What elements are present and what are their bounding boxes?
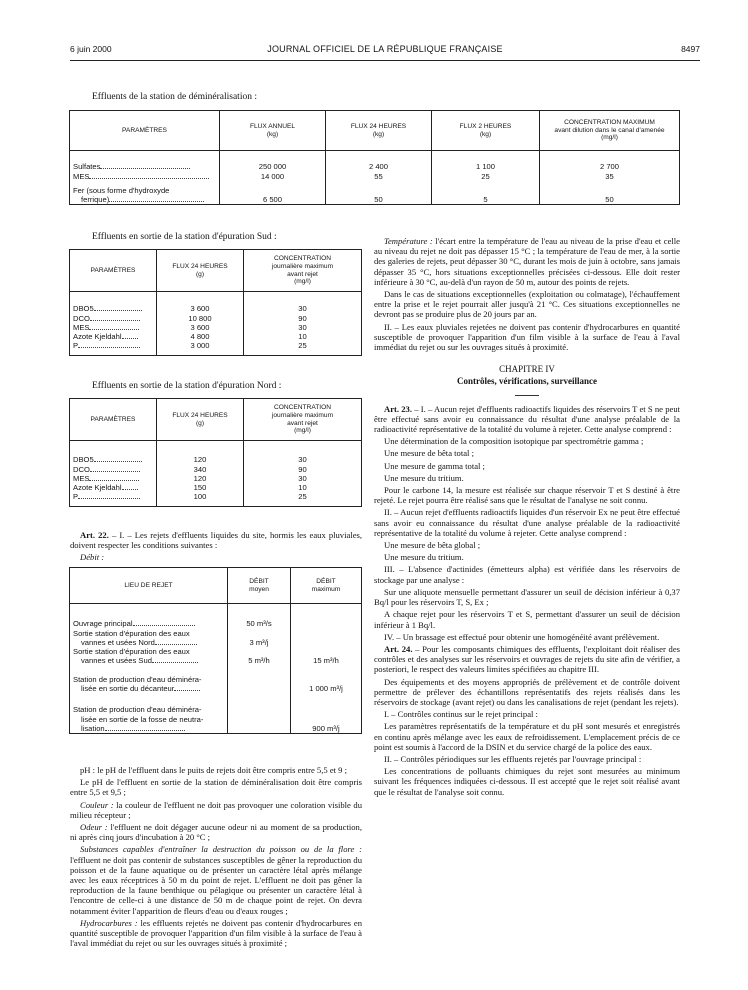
demineralisation-table (69, 110, 680, 205)
cell: 30 (244, 323, 362, 332)
paragraph: II. – Aucun rejet d'effluents radioactifs liquides d'un réservoir Ex ne peut être effectué sans avoir eu connaissance du résultat d'une analyse préalable de la radioactivité représentative de la totalité du volume à rejeter. Cette analyse comprend : (374, 507, 680, 538)
cell: 3 m³/j (228, 629, 291, 648)
t4-header: DÉBIT moyen (228, 568, 291, 604)
cell: DBO5 (70, 292, 157, 314)
chapter-title: Contrôles, vérifications, surveillance (457, 376, 597, 387)
debit-label: Débit : (80, 552, 105, 563)
paragraph: A chaque rejet pour les réservoirs T et S, permettant d'assurer un seuil de décision inférieur à 1 Bq/l. (374, 609, 680, 630)
cell: Fer (sous forme d'hydroxyde ferrique) (70, 181, 220, 205)
chapter-rule (515, 395, 539, 396)
table-row (70, 629, 362, 648)
paragraph: Température : l'écart entre la température de l'eau au niveau de la prise d'eau et celle au niveau du rejet ne doit pas dépasser 15 °C ; la température de l'eau de mer, à la sortie des galeries de rejets, peut dépasser 30 °C, durant les mois de juin à octobre, sans jamais dépasser 35 °C, hors situations exceptionnelles précisées ci-dessous. Elle doit rester inférieure à 30 °C, au-delà d'un rayon de 50 m, autour des points de rejets. (374, 236, 680, 287)
paragraph: Une mesure de gamma total ; (384, 460, 485, 471)
cell (228, 694, 291, 734)
left-column-text (70, 765, 362, 950)
cell: Sortie station d'épuration des eaux vannes et usées Sud (70, 647, 228, 666)
t3-header: PARAMÈTRES (70, 399, 157, 441)
epuration-nord-table (69, 398, 362, 507)
paragraph: Le pH de l'effluent en sortie de la station de déminéralisation doit être compris entre 5,5 et 9,5 ; (70, 777, 362, 798)
paragraph: Les paramètres représentatifs de la température et du pH sont mesurés et enregistrés en continu après mélange avec les eaux de refroidissement. L'emplacement précis de ce point est soumis à l'accord de la DSIN et du service chargé de la police des eaux. (374, 721, 680, 752)
t2-header: CONCENTRATION journalière maximum avant rejet (mg/l) (244, 250, 362, 292)
article-number: Art. 22. (80, 530, 109, 540)
cell (228, 666, 291, 694)
cell (291, 629, 362, 648)
cell: MES (70, 172, 220, 181)
cell: 2 700 (540, 151, 680, 172)
paragraph: Substances capables d'entraîner la destruction du poisson ou de la flore : l'effluent ne doit pas contenir de substances susceptibles de gêner la reproduction du poisson et de la faune aquatique ou de présenter un caractère létal après mélange avec les eaux réceptrices à 50 m du point de rejet. L'effluent ne doit pas gêner la reproduction de la faune benthique ou pélagique ou présenter un caractère létal à l'encontre de celle-ci à une distance de 50 m de chaque point de rejet. On devra notamment éviter l'apparition de fleurs d'eau ou d'eaux rouges ; (70, 844, 362, 916)
cell: 4 800 (157, 332, 244, 341)
paragraph: Art. 23. – I. – Aucun rejet d'effluents radioactifs liquides des réservoirs T et S ne peut être effectué sans avoir eu connaissance du résultat d'une analyse préalable de la radioactivité représentative de la totalité du volume à rejeter. Cette analyse comprend : (374, 403, 681, 435)
cell: 30 (244, 441, 362, 465)
cell: 3 600 (157, 323, 244, 332)
table-row (70, 341, 362, 355)
cell: Station de production d'eau déminéra- lisée en sortie du décanteur (70, 666, 228, 694)
cell: 15 m³/h (291, 647, 362, 666)
cell: 14 000 (220, 172, 326, 181)
paragraph: pH : le pH de l'effluent dans le puits de rejets doit être compris entre 5,5 et 9 ; (80, 765, 348, 775)
table-row (70, 172, 680, 181)
cell: 5 m³/h (228, 647, 291, 666)
cell: 1 000 m³/j (291, 666, 362, 694)
table-row (70, 492, 362, 506)
cell: 90 (244, 465, 362, 474)
paragraph: Art. 24. – Pour les composants chimiques des effluents, l'exploitant doit réaliser des contrôles et des analyses sur les réservoirs et ouvrages de rejets du site afin de vérifier, a posteriori, le respect des valeurs limites spécifiées au chapitre III. (374, 643, 680, 675)
paragraph: III. – L'absence d'actinides (émetteurs alpha) est vérifiée dans les réservoirs de stockage par une analyse : (374, 564, 680, 585)
cell: 25 (244, 492, 362, 506)
cell: 35 (540, 172, 680, 181)
cell: MES (70, 323, 157, 332)
cell: P (70, 341, 157, 355)
debit-table (69, 567, 362, 734)
cell: 25 (244, 341, 362, 355)
cell: 5 (432, 181, 540, 205)
table-row (70, 151, 680, 172)
cell: 2 400 (326, 151, 432, 172)
table-row (70, 604, 362, 629)
table-row (70, 647, 362, 666)
paragraph: IV. – Un brassage est effectué pour obtenir une homogénéité avant prélèvement. (384, 631, 660, 642)
cell: 100 (157, 492, 244, 506)
cell: 3 000 (157, 341, 244, 355)
cell (291, 604, 362, 629)
paragraph: Dans le cas de situations exceptionnelles (exploitation ou colmatage), l'échauffement entre la prise et le rejet pourrait aller jusqu'à 21 °C. Ces situations exceptionnelles ne devront pas se produire plus de 20 jours par an. (374, 289, 680, 320)
cell: Azote Kjeldahl (70, 332, 157, 341)
table-row (70, 292, 362, 314)
paragraph: Une mesure du tritium. (384, 552, 464, 563)
t1-header: PARAMÈTRES (70, 111, 220, 151)
right-column-text (374, 236, 680, 799)
table-row (70, 694, 362, 734)
cell: 150 (157, 483, 244, 492)
paragraph: Odeur : l'effluent ne doit dégager aucune odeur ni au moment de sa production, ni après cinq jours d'incubation à 20 °C ; (70, 822, 362, 843)
table-row (70, 323, 362, 332)
cell: 900 m³/j (291, 694, 362, 734)
t1-header: CONCENTRATION MAXIMUM avant dilution dans le canal d'amenée (mg/l) (540, 111, 680, 151)
cell: Station de production d'eau déminéra- lisée en sortie de la fosse de neutra- lisation (70, 694, 228, 734)
table-row (70, 666, 362, 694)
paragraph: Les concentrations de polluants chimiques du rejet sont mesurées au minimum suivant les fréquences indiquées ci-dessous. Il est accepté que le rejet soit réalisé avant que le résultat de l'analyse soit connu. (374, 766, 680, 797)
t3-header: CONCENTRATION journalière maximum avant rejet (mg/l) (244, 399, 362, 441)
cell: 90 (244, 314, 362, 323)
paragraph: Couleur : la couleur de l'effluent ne doit pas provoquer une coloration visible du milieu récepteur ; (70, 799, 362, 820)
paragraph: Une mesure de bêta total ; (384, 448, 474, 459)
cell: 120 (157, 474, 244, 483)
table-row (70, 483, 362, 492)
paragraph: Une mesure de bêta global ; (384, 540, 481, 551)
cell: MES (70, 474, 157, 483)
cell: 10 800 (157, 314, 244, 323)
header-title: JOURNAL OFFICIEL DE LA RÉPUBLIQUE FRANÇAISE (267, 44, 503, 54)
t1-header: FLUX 2 HEURES (kg) (432, 111, 540, 151)
t1-caption: Effluents de la station de déminéralisation : (92, 92, 257, 102)
paragraph: Pour le carbone 14, la mesure est réalisée sur chaque réservoir T et S destiné à être rejeté. Le rejet pourra être réalisé sans que le résultat de l'analyse ne soit connu. (374, 485, 680, 506)
cell: 1 100 (432, 151, 540, 172)
t4-header: LIEU DE REJET (70, 568, 228, 604)
t3-caption: Effluents en sortie de la station d'épuration Nord : (92, 381, 282, 391)
table-row (70, 465, 362, 474)
paragraph: Hydrocarbures : les effluents rejetés ne doivent pas contenir d'hydrocarbures en quantité susceptible de provoquer l'apparition d'un film visible à la surface de l'eau à l'aval immédiat du rejet ou sur les ouvrages situés à proximité ; (70, 917, 363, 949)
cell: DBO5 (70, 441, 157, 465)
table-row (70, 181, 680, 205)
cell: Sortie station d'épuration des eaux vannes et usées Nord (70, 629, 228, 648)
cell: Azote Kjeldahl (70, 483, 157, 492)
cell: 50 (540, 181, 680, 205)
cell: 250 000 (220, 151, 326, 172)
article-22 (70, 530, 362, 565)
cell: 10 (244, 483, 362, 492)
cell: 55 (326, 172, 432, 181)
t1-header: FLUX 24 HEURES (kg) (326, 111, 432, 151)
cell: 25 (432, 172, 540, 181)
table-row (70, 332, 362, 341)
cell: DCO (70, 314, 157, 323)
header-page-number: 8497 (681, 44, 700, 54)
header-rule (70, 60, 700, 61)
t2-header: PARAMÈTRES (70, 250, 157, 292)
cell: 30 (244, 292, 362, 314)
cell: 30 (244, 474, 362, 483)
t2-header: FLUX 24 HEURES (g) (157, 250, 244, 292)
paragraph: Une mesure du tritium. (384, 472, 464, 483)
epuration-sud-table (69, 249, 362, 356)
cell: Ouvrage principal (70, 604, 228, 629)
table-row (70, 474, 362, 483)
table-row (70, 441, 362, 465)
cell: Sulfates (70, 151, 220, 172)
paragraph: II. – Les eaux pluviales rejetées ne doivent pas contenir d'hydrocarbures en quantité susceptible de provoquer l'apparition d'un film visible à la surface de l'eau à l'aval immédiat du rejet ou sur les ouvrages situés à proximité. (374, 321, 680, 353)
cell: 50 (326, 181, 432, 205)
page-header (70, 44, 700, 58)
cell: 340 (157, 465, 244, 474)
paragraph: I. – Contrôles continus sur le rejet principal : (384, 709, 538, 720)
chapter-heading: CHAPITRE IV (499, 364, 555, 375)
header-date: 6 juin 2000 (70, 44, 112, 54)
article-text: – I. – Les rejets d'effluents liquides du site, hormis les eaux pluviales, doivent respecter les conditions suivantes : (70, 530, 362, 551)
t3-header: FLUX 24 HEURES (g) (157, 399, 244, 441)
paragraph: Une détermination de la composition isotopique par spectrométrie gamma ; (384, 436, 644, 447)
cell: 6 500 (220, 181, 326, 205)
table-row (70, 314, 362, 323)
cell: 50 m³/s (228, 604, 291, 629)
paragraph: II. – Contrôles périodiques sur les effluents rejetés par l'ouvrage principal : (384, 753, 642, 764)
t1-header: FLUX ANNUEL (kg) (220, 111, 326, 151)
t4-header: DÉBIT maximum (291, 568, 362, 604)
cell: P (70, 492, 157, 506)
cell: 120 (157, 441, 244, 465)
t2-caption: Effluents en sortie de la station d'épuration Sud : (92, 232, 277, 242)
paragraph: Des équipements et des moyens appropriés de prélèvement et de contrôle doivent permettre de prélever des échantillons représentatifs des rejets réalisés dans les réservoirs de stockage (avant rejet) ou dans les canalisations de rejet (pendant les rejets). (374, 676, 680, 707)
cell: 3 600 (157, 292, 244, 314)
paragraph: Sur une aliquote mensuelle permettant d'assurer un seuil de décision inférieur à 0,37 Bq/l pour les réservoirs T, S, Ex ; (374, 586, 680, 608)
cell: DCO (70, 465, 157, 474)
cell: 10 (244, 332, 362, 341)
